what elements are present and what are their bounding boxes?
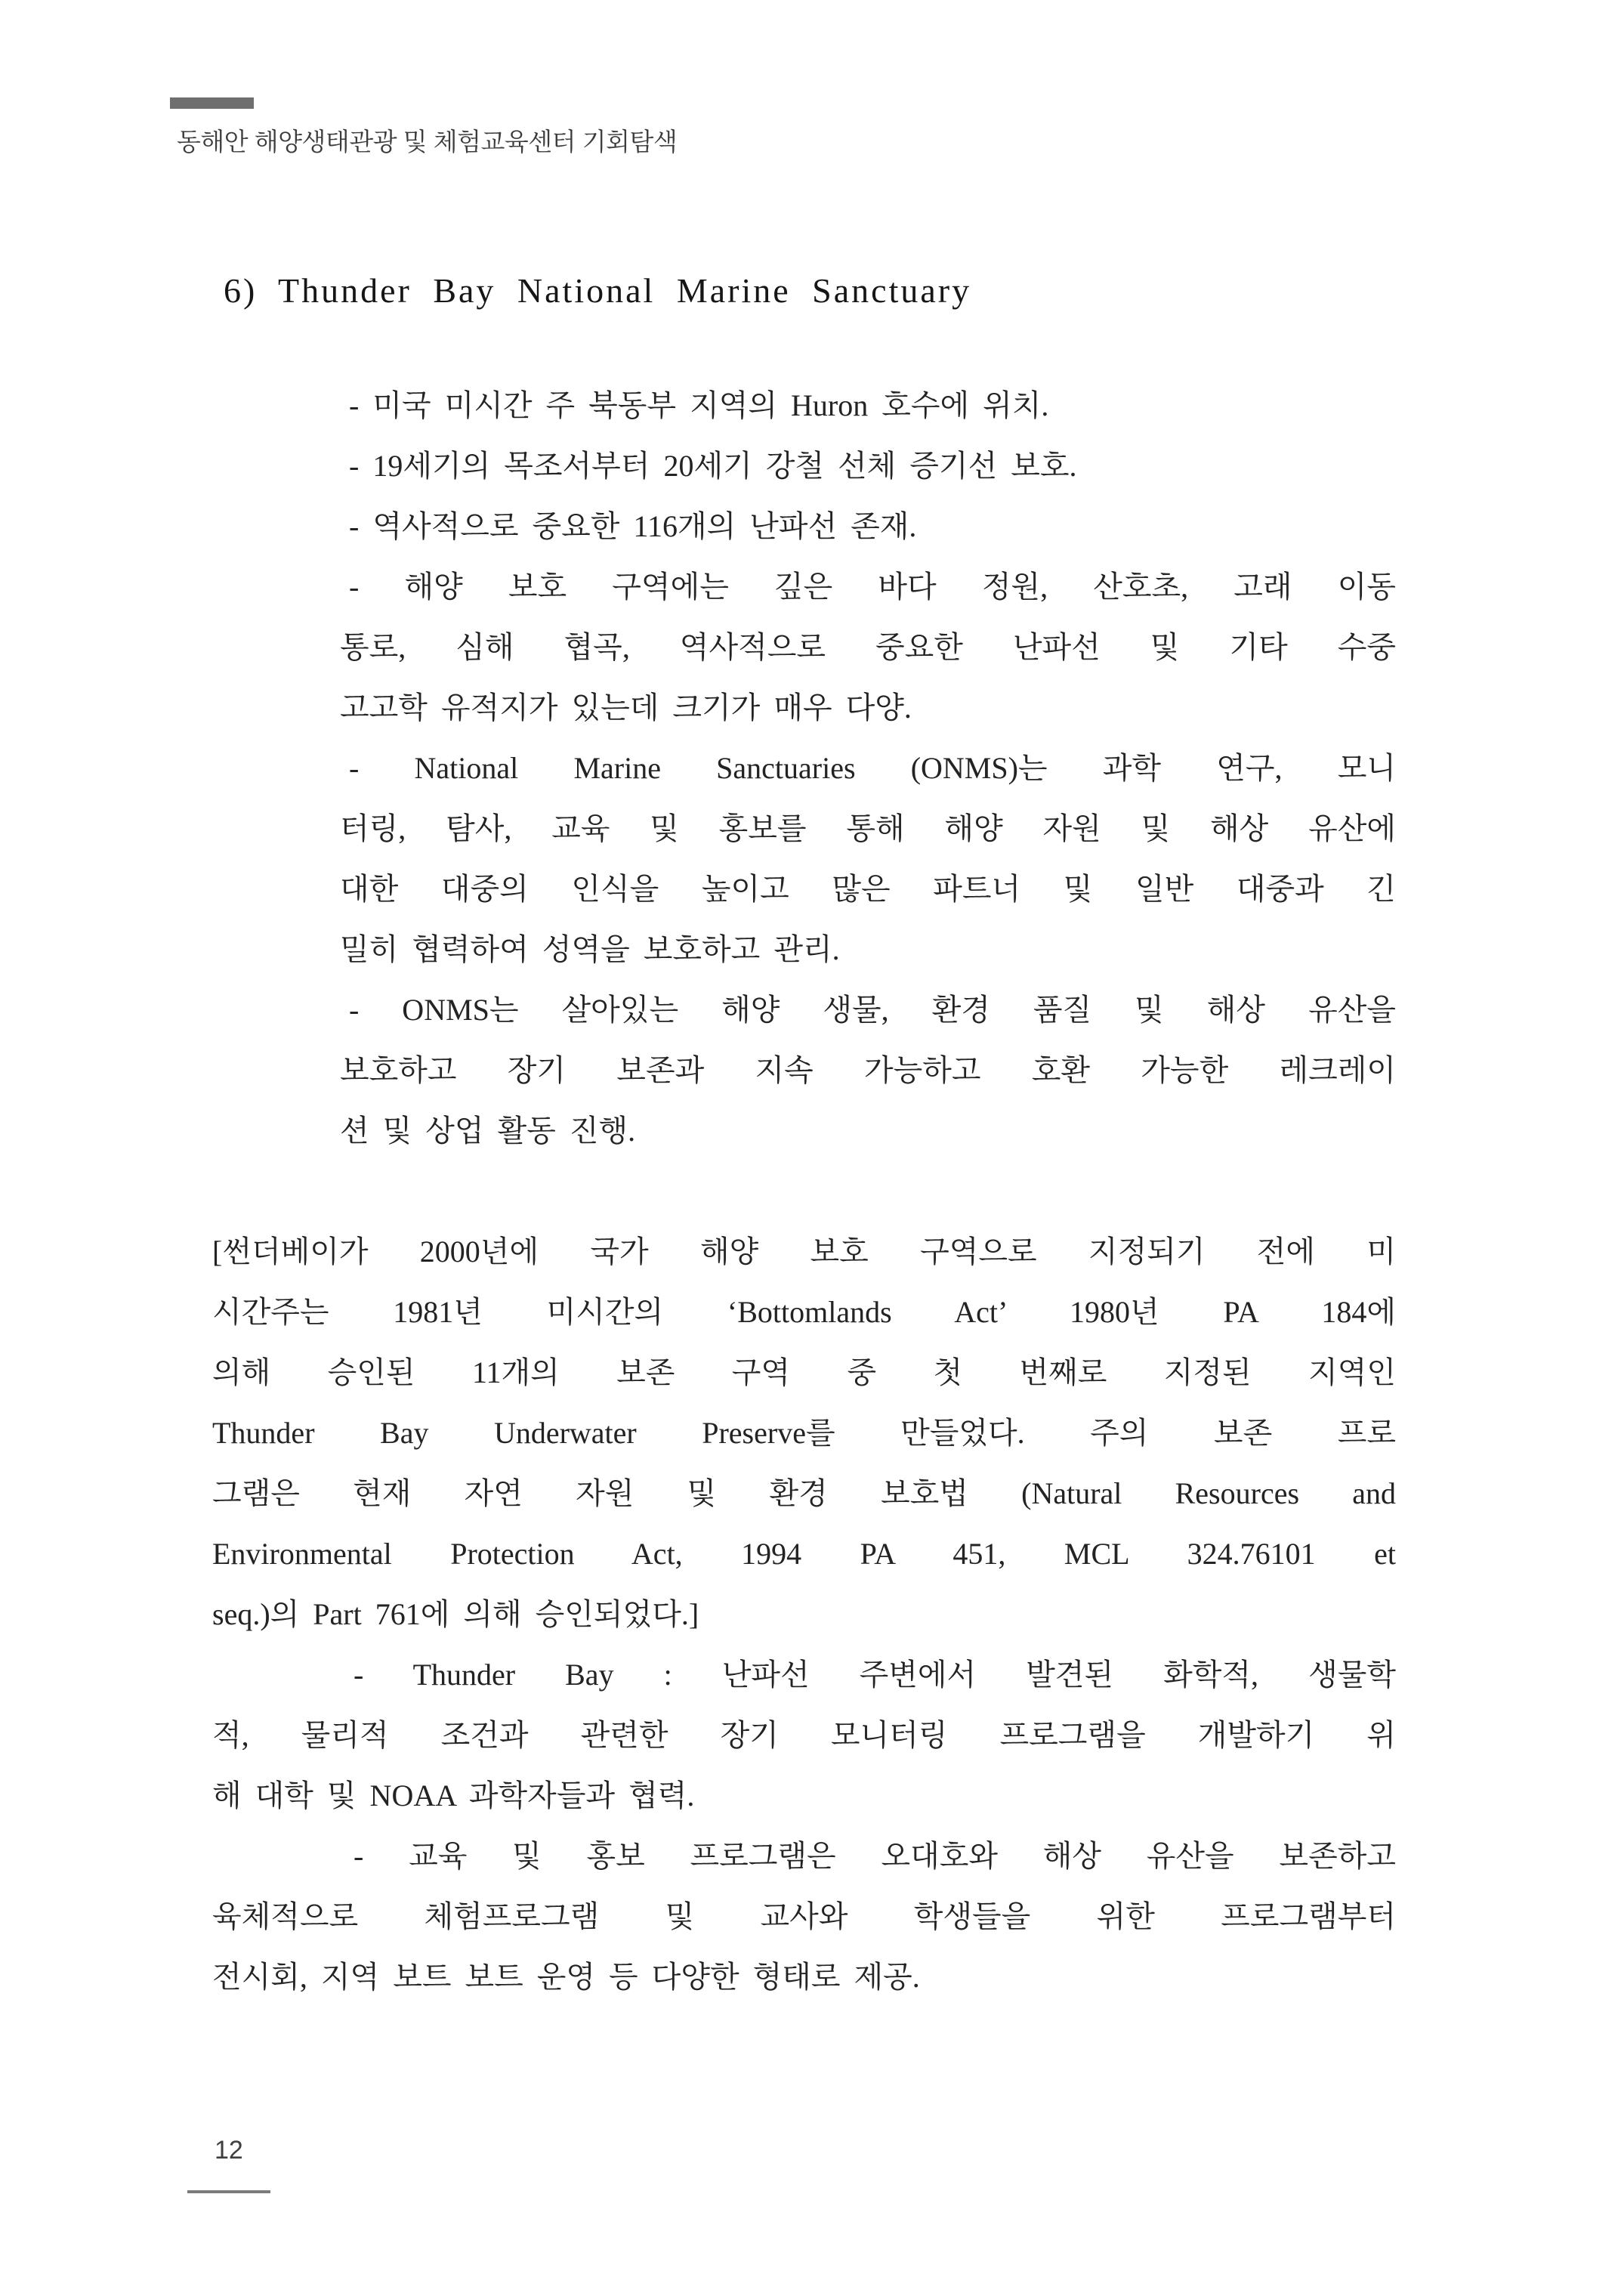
paragraph-line: Thunder Bay Underwater Preserve를 만들었다. 주의 보존 프로 — [212, 1416, 1396, 1450]
page-number: 12 — [215, 2136, 243, 2165]
bullet-line: 고고학 유적지가 있는데 크기가 매우 다양. — [340, 691, 912, 725]
paragraph-line: Environmental Protection Act, 1994 PA 451, MCL 324.76101 et — [212, 1537, 1396, 1571]
paragraph-gap — [212, 1161, 1396, 1222]
paragraph-line: 그램은 현재 자연 자원 및 환경 보호법 (Natural Resources and — [212, 1476, 1396, 1510]
bullet-line: - 해양 보호 구역에는 깊은 바다 정원, 산호초, 고래 이동 — [349, 570, 1396, 604]
bullet-line: - 19세기의 목조서부터 20세기 강철 선체 증기선 보호. — [349, 449, 1077, 483]
header-marker-bar — [170, 97, 254, 109]
bullet-line: 대한 대중의 인식을 높이고 많은 파트너 및 일반 대중과 긴 — [340, 872, 1396, 906]
bullet-line: 션 및 상업 활동 진행. — [340, 1114, 636, 1148]
paragraph-line: - Thunder Bay : 난파선 주변에서 발견된 화학적, 생물학 — [354, 1658, 1396, 1692]
bullet-line: - 역사적으로 중요한 116개의 난파선 존재. — [349, 509, 917, 543]
paragraph-line: 의해 승인된 11개의 보존 구역 중 첫 번째로 지정된 지역인 — [212, 1355, 1396, 1389]
section-title: 6) Thunder Bay National Marine Sanctuary — [224, 271, 972, 310]
paragraph-line: seq.)의 Part 761에 의해 승인되었다.] — [212, 1597, 699, 1631]
bullet-line: 통로, 심해 협곡, 역사적으로 중요한 난파선 및 기타 수중 — [340, 630, 1396, 664]
bullet-line: 터링, 탐사, 교육 및 홍보를 통해 해양 자원 및 해상 유산에 — [340, 811, 1396, 845]
bullet-line: - ONMS는 살아있는 해양 생물, 환경 품질 및 해상 유산을 — [349, 993, 1396, 1027]
paragraph-line: 적, 물리적 조건과 관련한 장기 모니터링 프로그램을 개발하기 위 — [212, 1718, 1396, 1752]
paragraph-line: [썬더베이가 2000년에 국가 해양 보호 구역으로 지정되기 전에 미 — [212, 1235, 1396, 1269]
bullet-line: 밀히 협력하여 성역을 보호하고 관리. — [340, 932, 840, 966]
bullet-line: - National Marine Sanctuaries (ONMS)는 과학 연구, 모니 — [349, 751, 1396, 785]
paragraph-line: 해 대학 및 NOAA 과학자들과 협력. — [212, 1778, 695, 1812]
footer-rule — [187, 2190, 270, 2193]
paragraph-line: 시간주는 1981년 미시간의 ‘Bottomlands Act’ 1980년 PA 184에 — [212, 1295, 1396, 1329]
paragraph-line: - 교육 및 홍보 프로그램은 오대호와 해상 유산을 보존하고 — [354, 1839, 1396, 1873]
paragraph-line: 육체적으로 체험프로그램 및 교사와 학생들을 위한 프로그램부터 — [212, 1899, 1396, 1933]
running-header-title: 동해안 해양생태관광 및 체험교육센터 기회탐색 — [177, 128, 678, 156]
body-text-block — [212, 375, 1396, 2007]
paragraph-line: 전시회, 지역 보트 보트 운영 등 다양한 형태로 제공. — [212, 1960, 920, 1994]
bullet-line: - 미국 미시간 주 북동부 지역의 Huron 호수에 위치. — [349, 388, 1049, 422]
bullet-line: 보호하고 장기 보존과 지속 가능하고 호환 가능한 레크레이 — [340, 1053, 1396, 1087]
